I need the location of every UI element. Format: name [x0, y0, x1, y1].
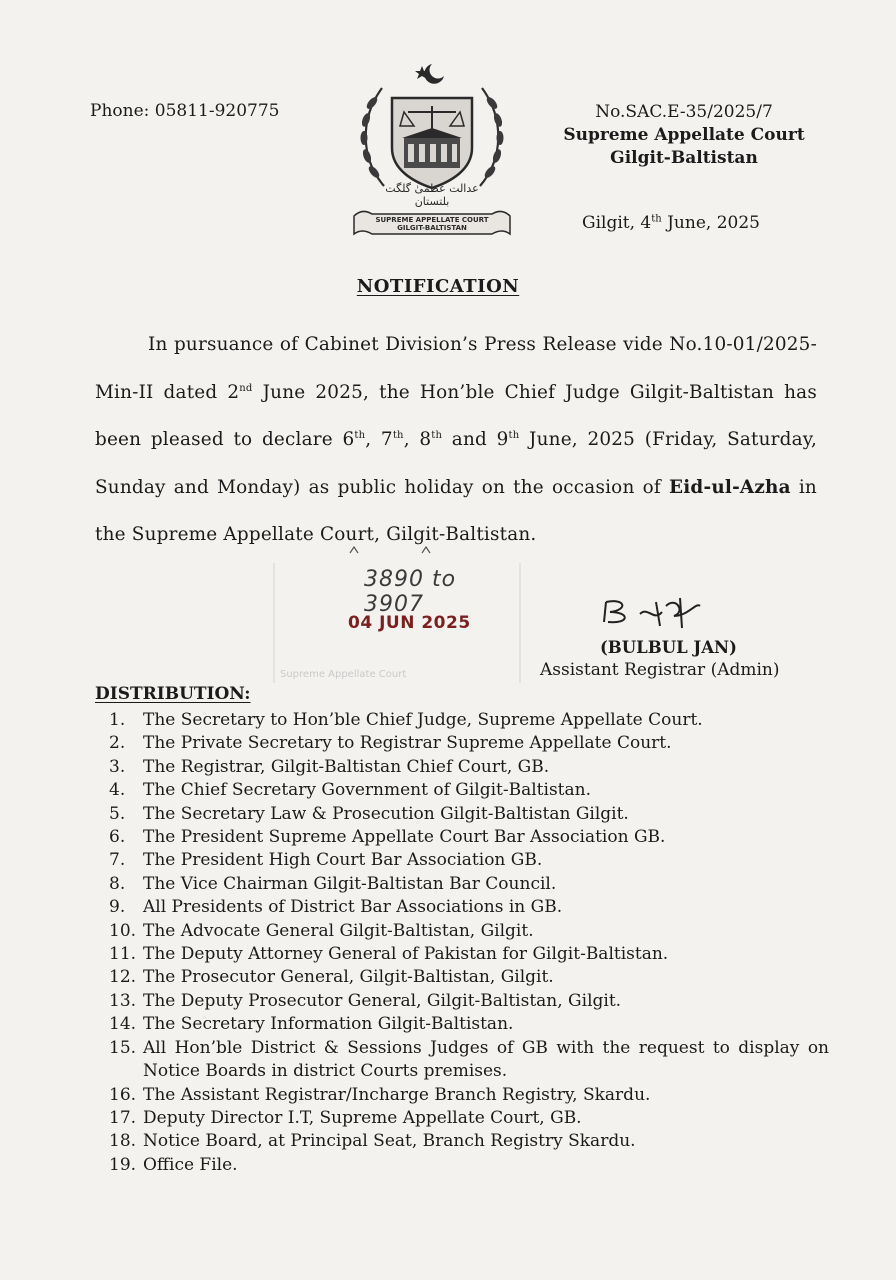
list-item: 4. The Chief Secretary Government of Gilgit-Baltistan.: [109, 780, 591, 801]
list-item: 10. The Advocate General Gilgit-Baltistan, Gilgit.: [109, 920, 534, 941]
list-item: 15. All Hon’ble District & Sessions Judges of GB with the request to display on Notice Boards in district Courts premises.: [109, 1037, 829, 1082]
list-item: 12. The Prosecutor General, Gilgit-Baltistan, Gilgit.: [109, 967, 554, 988]
list-item: 1. The Secretary to Hon’ble Chief Judge, Supreme Appellate Court.: [109, 710, 703, 730]
list-item: 3. The Registrar, Gilgit-Baltistan Chief Court, GB.: [109, 756, 550, 777]
court-region: Gilgit-Baltistan: [610, 148, 758, 168]
list-item: 17. Deputy Director I.T, Supreme Appellate Court, GB.: [109, 1107, 582, 1128]
list-item: 18. Notice Board, at Principal Seat, Branch Registry Skardu.: [109, 1131, 636, 1152]
stamp-date: 04 JUN 2025: [348, 613, 471, 633]
occasion-name: Eid-ul-Azha: [669, 476, 791, 498]
phone-number: Phone: 05811-920775: [90, 101, 280, 121]
signature-icon: [596, 592, 716, 632]
list-item: 9. All Presidents of District Bar Associations in GB.: [109, 897, 563, 918]
signatory-designation: Assistant Registrar (Admin): [540, 660, 780, 680]
signatory-name: (BULBUL JAN): [600, 638, 737, 657]
distribution-list: [109, 709, 829, 1177]
list-item: 6. The President Supreme Appellate Court Bar Association GB.: [109, 827, 666, 848]
reference-number: No.SAC.E-35/2025/7: [595, 102, 773, 122]
list-item: 7. The President High Court Bar Association GB.: [109, 850, 543, 871]
list-item: 2. The Private Secretary to Registrar Supreme Appellate Court.: [109, 733, 672, 754]
distribution-heading: DISTRIBUTION:: [95, 684, 251, 704]
court-name: Supreme Appellate Court: [563, 125, 805, 145]
emblem-banner: SUPREME APPELLATE COURT GILGIT-BALTISTAN: [375, 216, 489, 232]
handwritten-dispatch-number: 3890 to 3907: [364, 567, 457, 617]
list-item: 13. The Deputy Prosecutor General, Gilgit-Baltistan, Gilgit.: [109, 990, 622, 1011]
notification-paragraph: In pursuance of Cabinet Division’s Press Release vide No.10-01/2025-Min-II dated 2nd June 2025, the Hon’ble Chief Judge Gilgit-Baltistan has been pleased to declare 6th, 7th, 8th and 9th June, 2025 (Friday, Saturday, Sunday and Monday) as public holiday on the occasion of Eid-ul-Azha in the Supreme Appellate Court, Gilgit-Baltistan.: [95, 334, 817, 545]
notification-body: [95, 321, 817, 559]
stamp-footer: Supreme Appellate Court: [280, 669, 407, 680]
list-item: 11. The Deputy Attorney General of Pakistan for Gilgit-Baltistan.: [109, 944, 669, 965]
list-item: 19. Office File.: [109, 1154, 238, 1175]
list-item: 16. The Assistant Registrar/Incharge Branch Registry, Skardu.: [109, 1084, 651, 1105]
list-item: 14. The Secretary Information Gilgit-Baltistan.: [109, 1014, 514, 1035]
list-item: 5. The Secretary Law & Prosecution Gilgit-Baltistan Gilgit.: [109, 803, 629, 824]
list-item: 8. The Vice Chairman Gilgit-Baltistan Bar Council.: [109, 873, 557, 894]
issue-date: Gilgit, 4th June, 2025: [582, 213, 760, 233]
emblem-urdu-text: عدالت عظمیٰ گلگت بلتستان: [385, 182, 479, 208]
reference-block: [549, 101, 819, 170]
document-title: NOTIFICATION: [356, 276, 520, 297]
received-stamp: [272, 543, 522, 695]
court-emblem-icon: [342, 58, 522, 248]
